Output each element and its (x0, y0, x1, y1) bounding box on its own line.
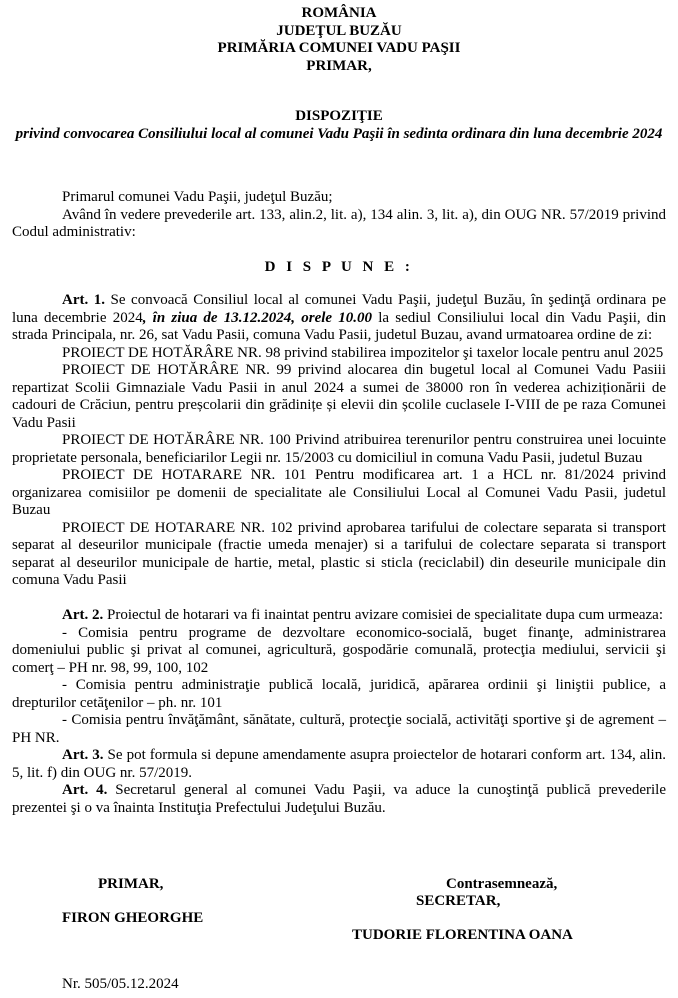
project-99: PROIECT DE HOTĂRÂRE NR. 99 privind alocarea din bugetul local al Comunei Vadu Pasiii repartizat Scolii Gimnaziale Vadu Pasii in anul 2024 a sumei de 38000 ron în vederea achiziționării de cadouri de Crăciun, pentru preșcolarii din grădinițe și elevii din școlile cuclasele I-VIII de pe raza Comunei Vadu Pasii (12, 362, 666, 431)
project-98: PROIECT DE HOTĂRÂRE NR. 98 privind stabilirea impozitelor şi taxelor locale pentru anul 2025 (62, 344, 664, 361)
project-102: PROIECT DE HOTARARE NR. 102 privind aprobarea tarifului de colectare separata si transport separat al deseurilor municipale (fractie umeda menajer) si a tarifului de colectare separata si transport separat al deseurilor municipale de hartie, metal, plastic si sticla (reciclabil) din deseurile municipale din comuna Vadu Pasii (12, 519, 666, 588)
header-country: ROMÂNIA (301, 5, 377, 21)
article-1 (12, 292, 666, 345)
registration-number: Nr. 505/05.12.2024 (62, 976, 179, 992)
dispune-heading: D I S P U N E : (264, 258, 414, 275)
project-101: PROIECT DE HOTARARE NR. 101 Pentru modificarea art. 1 a HCL nr. 81/2024 privind organizarea comisiilor pe domenii de specialitate ale Consiliului Local al Comunei Vadu Pasii, judetul Buzau (12, 467, 666, 518)
article-3-text: Se pot formula si depune amendamente asupra proiectelor de hotarari conform art. 134, alin. 5, lit. f) din OUG nr. 57/2019. (12, 747, 666, 781)
document-body (12, 189, 666, 817)
project-100: PROIECT DE HOTĂRÂRE NR. 100 Privind atribuirea terenurilor pentru construirea unei locuinte proprietate personala, beneficiarilor Legii nr. 15/2003 cu domiciliul in comuna Vadu Pasii, judetul Buzau (12, 432, 666, 466)
article-3-label: Art. 3. (62, 747, 104, 763)
document-title: DISPOZIŢIE (295, 108, 383, 124)
countersign-label: Contrasemnează, (446, 876, 558, 892)
article-4 (12, 782, 666, 817)
secretary-name: TUDORIE FLORENTINA OANA (352, 927, 573, 943)
header-institution: PRIMĂRIA COMUNEI VADU PAŞII (217, 40, 461, 56)
commission-administration: - Comisia pentru administraţie publică locală, juridică, apărarea ordinii şi liniştii publice, a drepturilor cetăţenilor – ph. nr. 101 (12, 677, 666, 711)
document-header (12, 5, 666, 75)
mayor-name: FIRON GHEORGHE (62, 910, 204, 926)
secretary-title: SECRETAR, (416, 893, 501, 909)
header-county: JUDEŢUL BUZĂU (276, 22, 402, 39)
mayor-title: PRIMAR, (98, 876, 164, 892)
article-2 (12, 607, 666, 625)
spacer (12, 590, 666, 608)
header-office: PRIMAR, (306, 57, 372, 74)
document-subtitle: privind convocarea Consiliului local al comunei Vadu Paşii în sedinta ordinara din luna decembrie 2024 (15, 125, 663, 142)
document-title-block (12, 108, 666, 143)
commission-education: - Comisia pentru învăţământ, sănătate, cultură, protecţie socială, activităţi sportive şi de agrement – PH NR. (12, 712, 666, 746)
commission-economic: - Comisia pentru programe de dezvoltare economico-socială, buget finanţe, administrarea domeniului public şi privat al comunei, agricultură, gospodărie comunală, protecţia mediului, servicii şi comerţ – PH nr. 98, 99, 100, 102 (12, 624, 666, 676)
preamble-line-1: Primarul comunei Vadu Paşii, judeţul Buzău; (62, 189, 333, 205)
article-2-text: Proiectul de hotarari va fi inaintat pentru avizare comisiei de specialitate dupa cum urmeaza: (103, 607, 664, 623)
preamble-line-2: Având în vedere prevederile art. 133, alin.2, lit. a), 134 alin. 3, lit. a), din OUG NR. 57/2019 privind Codul administrativ: (12, 206, 666, 240)
article-2-label: Art. 2. (62, 607, 104, 623)
article-1-text-b: la sediul Consiliului local din Vadu Paşii, din strada Principala, nr. 26, sat Vadu Pasii, comuna Vadu Pasii, judetul Buzau, avand urmatoarea ordine de zi: (12, 309, 666, 343)
article-1-date-time: , în ziua de 13.12.2024, orele 10.00 (142, 309, 373, 326)
article-1-text-a: Se convoacă Consiliul local al comunei Vadu Paşii, judeţul Buzău, în şedinţă ordinara pe luna decembrie 2024 (12, 292, 666, 326)
article-1-label: Art. 1. (62, 292, 106, 308)
article-4-text: Secretarul general al comunei Vadu Paşii, va aduce la cunoştinţă publică prevederile prezentei şi o va înainta Instituţia Prefectului Judeţului Buzău. (12, 782, 666, 816)
article-4-label: Art. 4. (62, 782, 108, 798)
article-3 (12, 747, 666, 782)
